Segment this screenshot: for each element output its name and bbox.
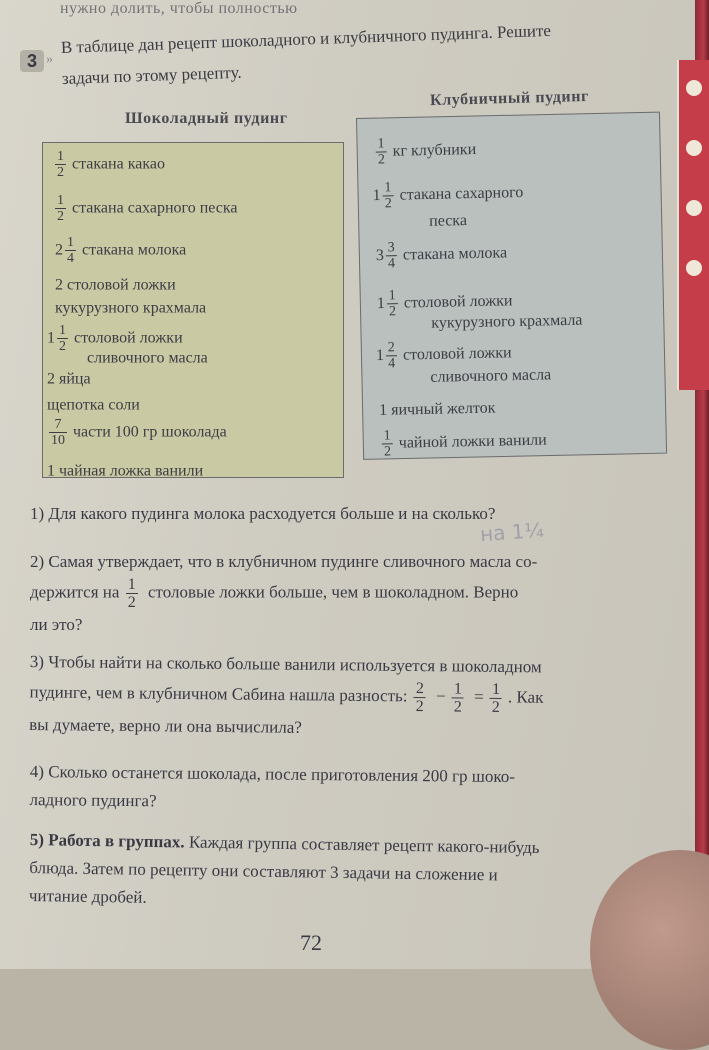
fraction: $\frac{2}{4}$: [387, 340, 396, 372]
intro-line-1: В таблице дан рецепт шоколадного и клубничного пудинга. Решите: [60, 20, 552, 57]
equals-sign: =: [474, 687, 484, 707]
recipe-text: 2 яйца: [47, 370, 91, 388]
recipe-row: [429, 211, 467, 232]
question-5-text-a: Каждая группа составляет рецепт какого-нибудь: [188, 832, 540, 858]
chevron-right-icon: »: [46, 52, 53, 67]
fraction: $\frac{1}{2}$: [59, 323, 66, 354]
recipe-text: кукурузного крахмала: [431, 311, 583, 332]
recipe-row: [431, 310, 583, 333]
question-2-text-c: столовые ложки больше, чем в шоколадном. Верно: [147, 582, 519, 602]
question-2-line-1: 2) Самая утверждает, что в клубничном пудинге сливочного масла со-: [30, 552, 538, 571]
recipe-row: [53, 193, 238, 224]
recipe-row: [47, 461, 203, 481]
recipe-text: стакана молока: [82, 241, 187, 259]
whole-number: 1: [376, 294, 386, 313]
strawberry-table-title: Клубничный пудинг: [429, 87, 590, 110]
recipe-row: [55, 235, 186, 266]
dot-icon: [686, 140, 702, 156]
recipe-text: сливочного масла: [87, 349, 208, 367]
question-1: 1) Для какого пудинга молока расходуется больше и на сколько?: [30, 504, 496, 523]
question-3-line-1: 3) Чтобы найти на сколько больше ванили используется в шоколадном: [29, 651, 542, 677]
fraction: $\frac{1}{2}$: [57, 149, 64, 180]
question-2-line-3: ли это?: [30, 615, 83, 634]
question-2-text-b: держится на: [30, 582, 120, 602]
recipe-text: щепотка соли: [47, 396, 140, 414]
fraction: $\frac{1}{2}$: [377, 136, 386, 168]
recipe-row: [47, 417, 227, 448]
fraction: $\frac{1}{4}$: [67, 235, 74, 266]
question-3-text-c: . Как: [507, 687, 544, 707]
whole-number: 3: [375, 246, 385, 265]
question-4: [29, 758, 690, 821]
recipe-text: стакана какао: [72, 155, 165, 173]
task-number-badge: 3: [20, 50, 44, 72]
fraction: $\frac{1}{2}$: [453, 680, 463, 716]
recipe-text: части 100 гр шоколада: [73, 423, 227, 441]
fraction: $\frac{1}{2}$: [127, 576, 136, 611]
dot-icon: [686, 260, 702, 276]
fraction: $\frac{1}{2}$: [57, 193, 64, 224]
recipe-text: песка: [429, 212, 468, 230]
chocolate-table-title: Шоколадный пудинг: [125, 110, 288, 127]
question-4-line-1: 4) Сколько останется шоколада, после приготовления 200 гр шоко-: [29, 761, 516, 787]
recipe-text: 1 яичный желток: [378, 399, 496, 419]
recipe-text: стакана молока: [402, 244, 508, 264]
recipe-row: [47, 369, 91, 389]
recipe-text: столовой ложки: [403, 292, 513, 312]
recipe-row: [379, 398, 496, 421]
minus-sign: −: [435, 686, 446, 706]
recipe-text: сливочного масла: [430, 366, 552, 386]
fraction: $\frac{1}{2}$: [383, 428, 392, 460]
page-number: 72: [300, 930, 322, 955]
recipe-row: [87, 348, 208, 368]
question-4-line-2: ладного пудинга?: [29, 789, 157, 811]
chocolate-recipe-table: [42, 142, 344, 478]
question-5-line-3: читание дробей.: [28, 885, 147, 907]
whole-number: 2: [55, 241, 63, 259]
book-sticker: [677, 60, 709, 390]
question-5-heading: 5) Работа в группах.: [29, 829, 185, 852]
fraction: $\frac{2}{2}$: [415, 680, 424, 716]
recipe-text: стакана сахарного песка: [72, 199, 238, 217]
recipe-text: чайной ложки ванили: [398, 431, 547, 452]
handwritten-note: на 1¼: [479, 517, 545, 547]
whole-number: 1: [375, 346, 385, 365]
fraction: $\frac{7}{10}$: [51, 417, 65, 448]
whole-number: 1: [47, 329, 55, 347]
question-5-line-2: блюда. Затем по рецепту они составляют 3 задачи на сложение и: [29, 857, 498, 885]
recipe-row: [55, 298, 206, 318]
recipe-text: 2 столовой ложки: [55, 276, 176, 294]
question-3-text-b: пудинге, чем в клубничном Сабина нашла разность:: [29, 682, 408, 706]
recipe-row: [372, 178, 523, 212]
recipe-row: [430, 365, 551, 388]
intro-line-2: задачи по этому рецепту.: [61, 62, 242, 88]
question-5: [29, 826, 690, 920]
fraction: $\frac{1}{2}$: [491, 680, 501, 716]
fraction: $\frac{1}{2}$: [388, 288, 397, 320]
recipe-text: кг клубники: [392, 140, 477, 160]
recipe-row: [376, 238, 508, 272]
dot-icon: [686, 80, 702, 96]
fraction: $\frac{1}{2}$: [384, 180, 392, 212]
strawberry-recipe-table: [356, 112, 667, 460]
question-2-line-2: [30, 576, 690, 611]
recipe-row: [53, 149, 165, 180]
recipe-row: [55, 275, 176, 295]
recipe-text: 1 чайная ложка ванили: [47, 462, 204, 480]
recipe-text: столовой ложки: [402, 344, 512, 364]
question-3: [29, 648, 690, 746]
recipe-row: [373, 134, 476, 167]
question-3-line-3: вы думаете, верно ли она вычислила?: [29, 714, 302, 737]
dot-icon: [686, 200, 702, 216]
question-2: [30, 548, 690, 639]
whole-number: 1: [372, 187, 381, 205]
recipe-text: кукурузного крахмала: [55, 299, 207, 317]
recipe-text: столовой ложки: [74, 329, 183, 347]
header-fragment: нужно долить, чтобы полностью: [60, 0, 298, 17]
fraction: $\frac{3}{4}$: [387, 240, 396, 272]
recipe-row: [47, 395, 140, 415]
recipe-row: [380, 425, 548, 459]
recipe-text: стакана сахарного: [399, 184, 524, 204]
